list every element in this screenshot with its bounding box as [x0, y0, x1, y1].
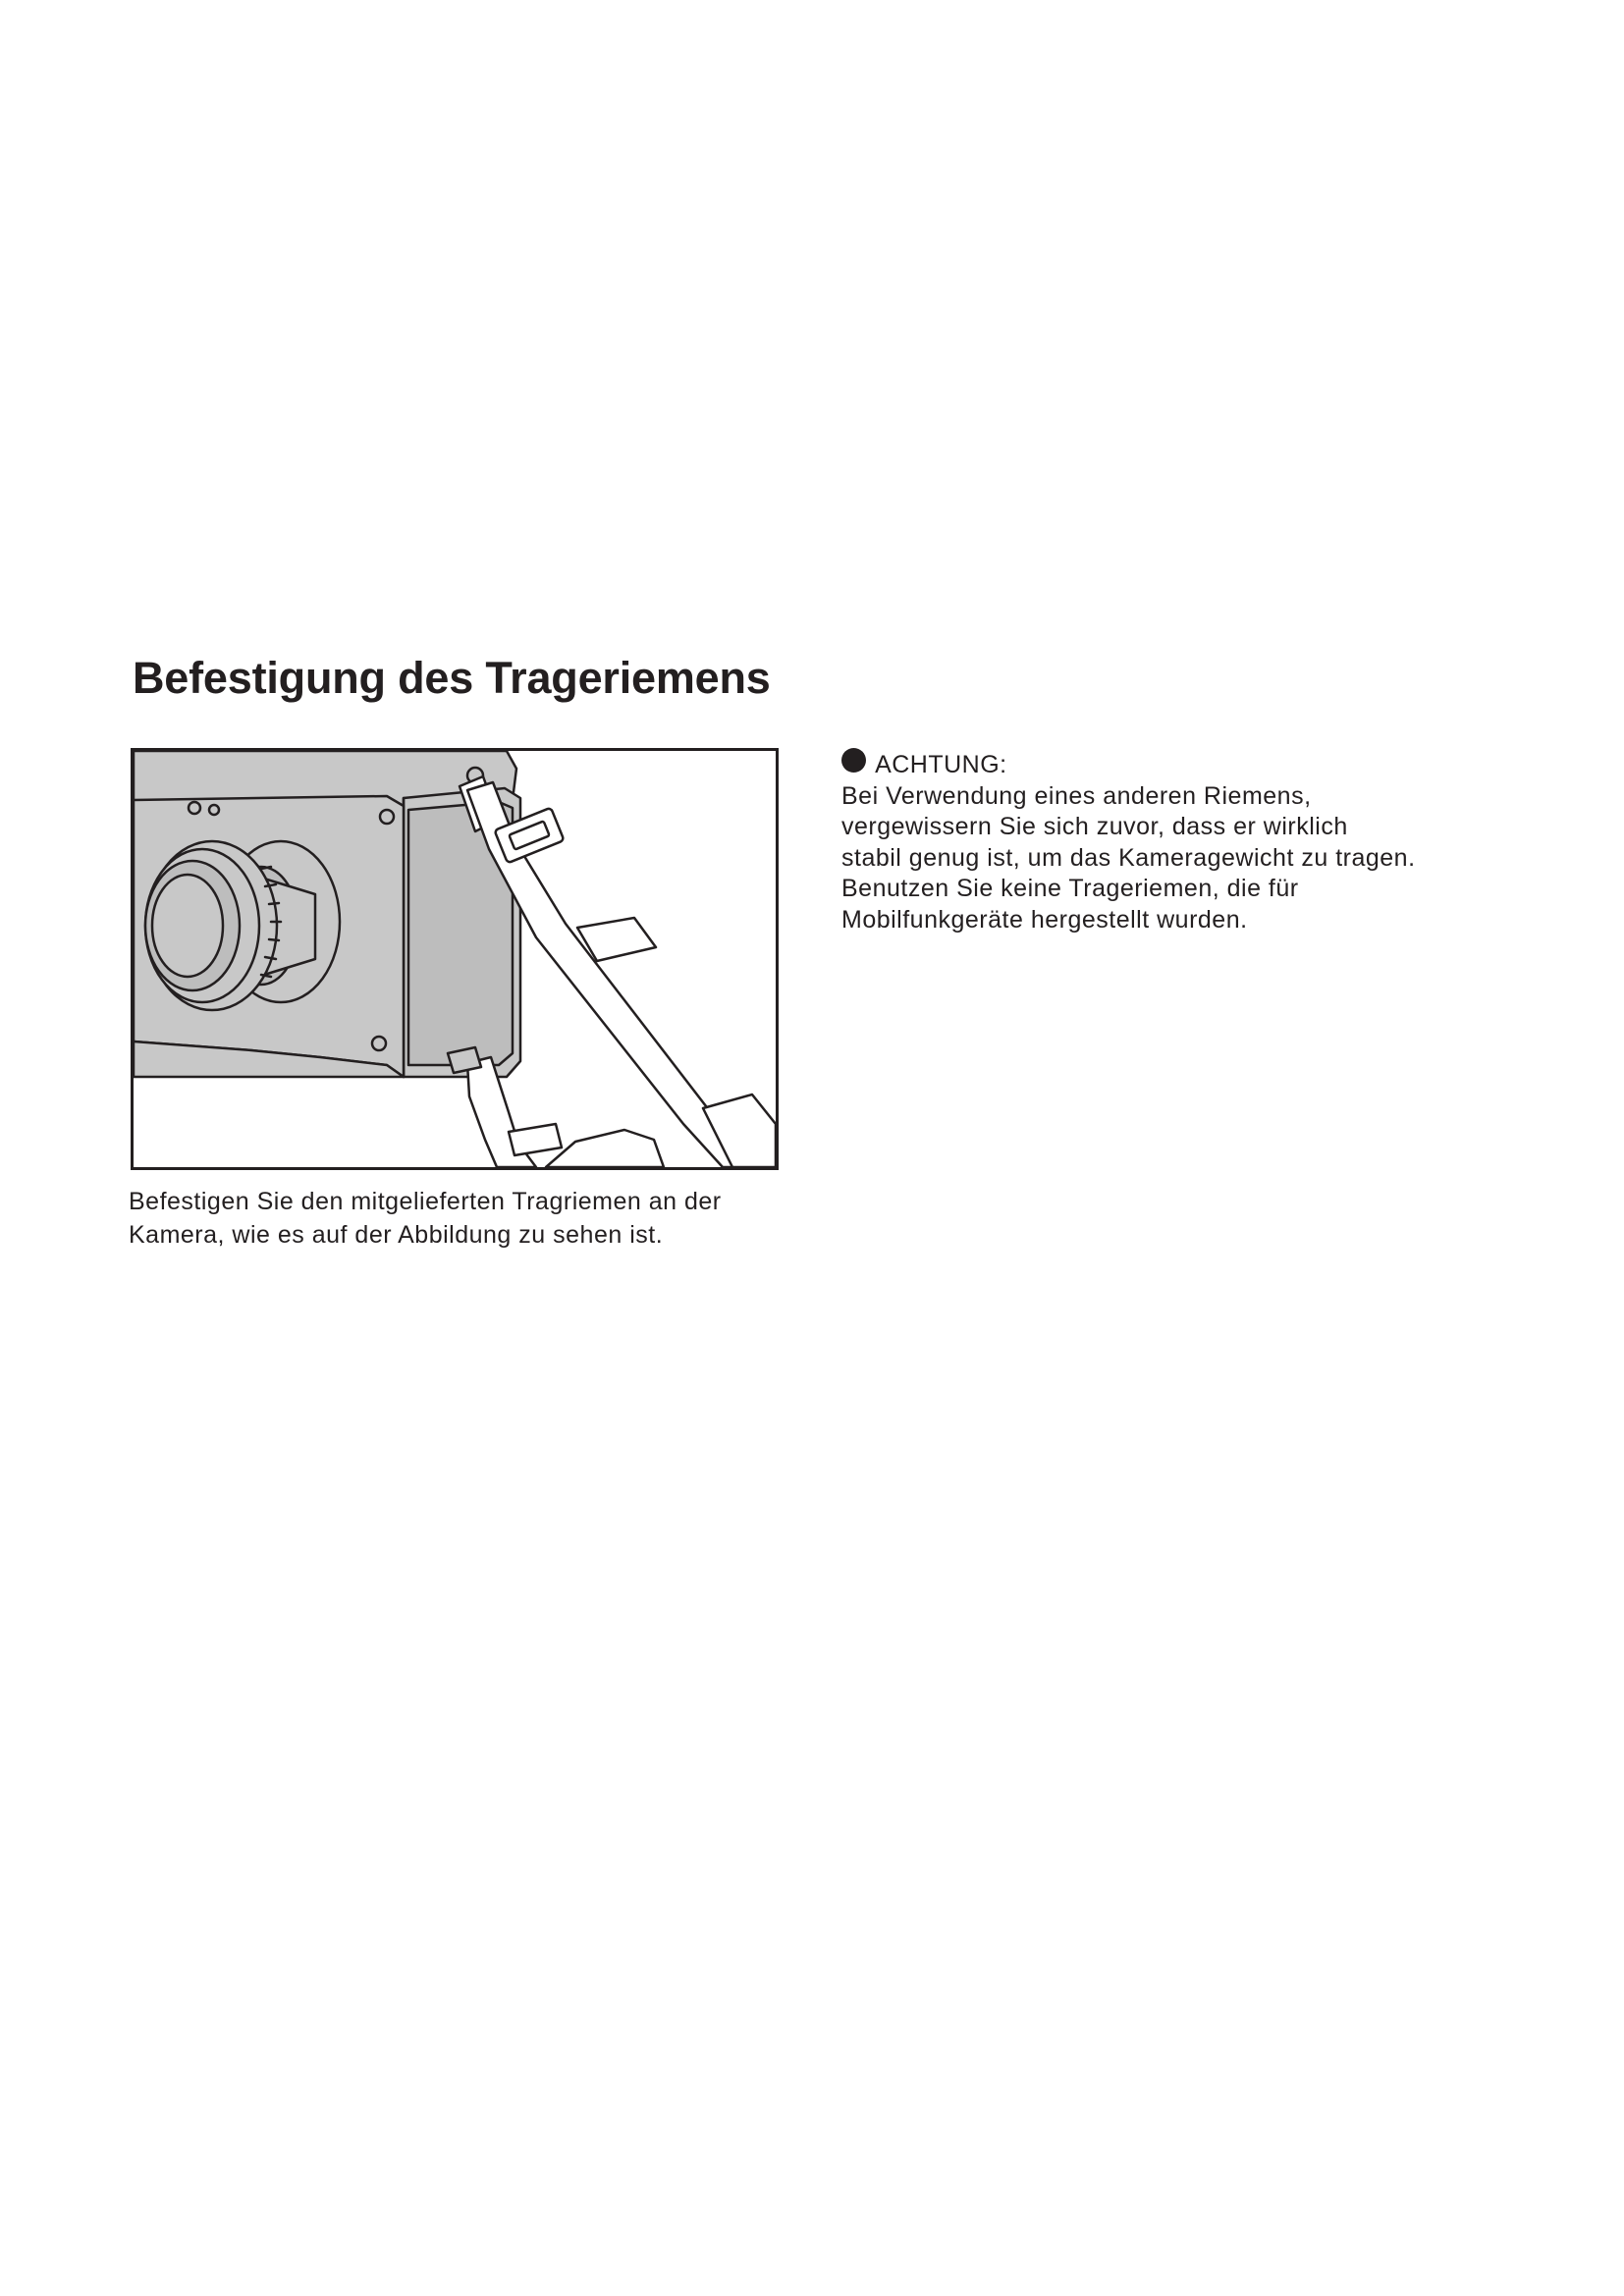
caption-line: Kamera, wie es auf der Abbildung zu sehen ist. — [129, 1221, 664, 1249]
warning-line: vergewissern Sie sich zuvor, dass er wirklich — [841, 813, 1348, 841]
warning-line: Benutzen Sie keine Trageriemen, die für — [841, 875, 1299, 903]
camera-strap-illustration — [131, 748, 779, 1170]
warning-line: Bei Verwendung eines anderen Riemens, — [841, 781, 1312, 810]
strap-lug-bottom — [448, 1047, 481, 1073]
lens-glass — [152, 875, 223, 977]
strap-lower-buckle — [509, 1124, 562, 1155]
warning-line: Mobilfunkgeräte hergestellt wurden. — [841, 905, 1248, 934]
camera-strap-drawing — [134, 751, 776, 1167]
page-title: Befestigung des Trageriemens — [133, 653, 771, 703]
filled-circle-icon — [841, 748, 866, 773]
warning-heading-row — [841, 748, 1509, 781]
caption-line: Befestigen Sie den mitgelieferten Tragriemen an der — [129, 1188, 722, 1215]
warning-note — [841, 748, 1509, 936]
warning-line: stabil genug ist, um das Kameragewicht zu tragen. — [841, 843, 1416, 872]
warning-heading: ACHTUNG: — [875, 751, 1007, 778]
illustration-caption — [129, 1185, 796, 1252]
